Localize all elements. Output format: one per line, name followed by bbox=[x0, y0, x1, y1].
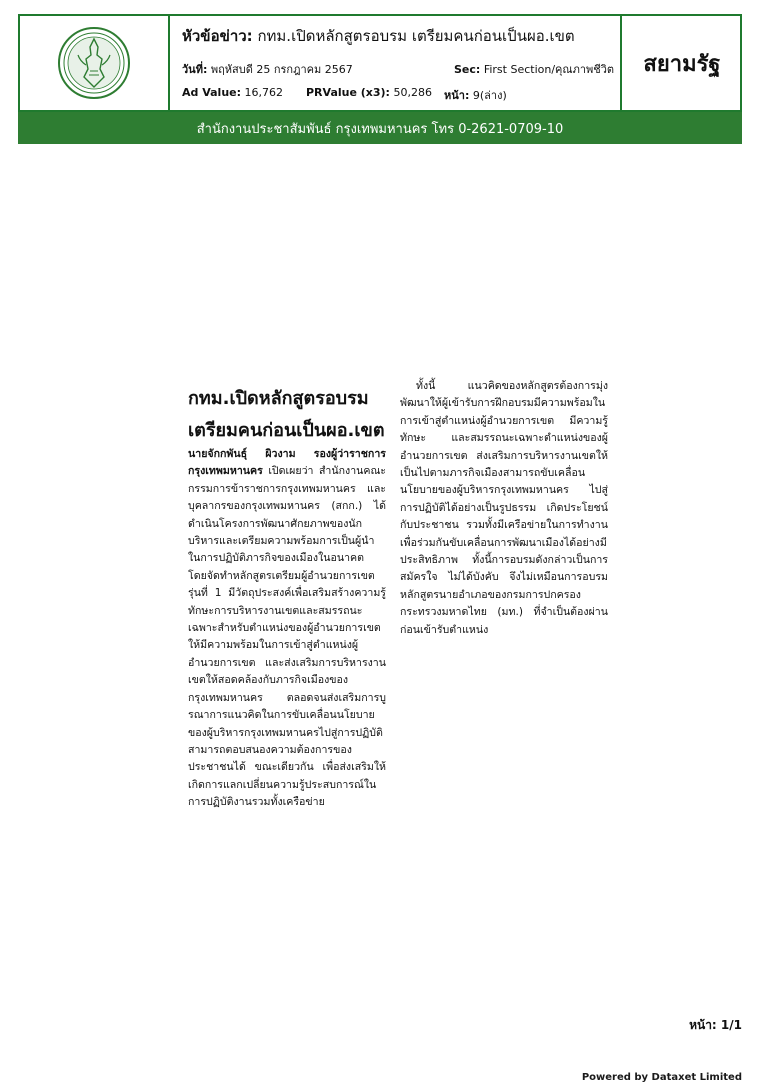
article-paragraph-2: ทั้งนี้ แนวคิดของหลักสูตรต้องการมุ่งพัฒนาให้ผู้เข้ารับการฝึกอบรมมีความพร้อมในการเข้าสู่ตำแหน่งผู้อำนวยการเขต มีความรู้ ทักษะ และสมรรถนะเฉพาะตำแหน่งของผู้อำนวยการเขต ส่งเสริมการบริหารงานเขตให้เป็นไปตามภารกิจเมืองสามารถขับเคลื่อนนโยบายของผู้บริหารกรุงเทพมหานคร ไปสู่การปฏิบัติได้อย่างเป็นรูปธรรม เกิดประโยชน์กับประชาชน รวมทั้งมีเครือข่ายในการทำงาน เพื่อร่วมกันขับเคลื่อนการพัฒนาเมืองได้อย่างมีประสิทธิภาพ ทั้งนี้การอบรมดังกล่าวเป็นการสมัครใจ ไม่ได้บังคับ จึงไม่เหมือนการอบรมหลักสูตรนายอำเภอของกรมการปกครอง กระทรวงมหาดไทย (มท.) ที่จำเป็นต้องผ่านก่อนเข้ารับตำแหน่ง bbox=[400, 380, 608, 636]
powered-by: Powered by Dataxet Limited bbox=[581, 1072, 742, 1083]
bma-emblem-icon bbox=[56, 25, 132, 101]
ad-value-label: Ad Value: bbox=[182, 86, 242, 99]
headline-label: หัวข้อข่าว: bbox=[182, 27, 253, 45]
page-label: หน้า: bbox=[444, 89, 470, 102]
newspaper-name: สยามรัฐ bbox=[643, 51, 721, 77]
headline-value: กทม.เปิดหลักสูตรอบรม เตรียมคนก่อนเป็นผอ.เขต bbox=[257, 27, 575, 45]
article-paragraph-1 bbox=[188, 446, 386, 812]
headline-row bbox=[182, 24, 575, 48]
newspaper-box bbox=[620, 16, 742, 110]
section-label: Sec: bbox=[454, 63, 481, 76]
section-field bbox=[454, 60, 614, 78]
pr-value: 50,286 bbox=[393, 86, 432, 99]
contact-banner bbox=[18, 112, 742, 144]
article-column-right bbox=[400, 378, 608, 639]
news-article bbox=[188, 378, 608, 838]
date-row bbox=[182, 60, 615, 78]
clipping-header bbox=[18, 14, 742, 112]
ad-value: 16,762 bbox=[244, 86, 284, 99]
article-headline-line2: เตรียมคนก่อนเป็นผอ.เขต bbox=[188, 420, 385, 441]
logo-box bbox=[20, 16, 170, 110]
date-value: พฤหัสบดี 25 กรกฎาคม 2567 bbox=[210, 63, 353, 76]
article-paragraph-1-text: เปิดเผยว่า สำนักงานคณะกรรมการข้าราชการกรุงเทพมหานคร และบุคลากรของกรุงเทพมหานคร (สกก.) ได้ดำเนินโครงการพัฒนาศักยภาพของนักบริหารและเตรียมความพร้อมการเป็นผู้นำในการปฏิบัติภารกิจของเมืองในอนาคต โดยจัดทำหลักสูตรเตรียมผู้อำนวยการเขต รุ่นที่ 1 มีวัตถุประสงค์เพื่อเสริมสร้างความรู้ ทักษะการบริหารงานเขตและสมรรถนะเฉพาะสำหรับตำแหน่งของผู้อำนวยการเขตให้มีความพร้อมในการเข้าสู่ตำแหน่งผู้อำนวยการเขต และส่งเสริมการบริหารงานเขตให้สอดคล้องกับภารกิจเมืองของกรุงเทพมหานคร ตลอดจนส่งเสริมการบูรณาการแนวคิดในการขับเคลื่อนนโยบายของผู้บริหารกรุงเทพมหานครไปสู่การปฏิบัติสามารถตอบสนองความต้องการของประชาชนได้ ขณะเดียวกัน เพื่อส่งเสริมให้เกิดการแลกเปลี่ยนความรู้ประสบการณ์ในการปฏิบัติงานรวมทั้งเครือข่าย bbox=[188, 465, 386, 809]
article-headline-line1: กทม.เปิดหลักสูตรอบรม bbox=[188, 388, 369, 409]
article-column-left bbox=[188, 378, 386, 812]
article-byline: นายจักกพันธุ์ ผิวงาม รองผู้ว่าราชการกรุงเทพมหานคร bbox=[188, 448, 386, 478]
page-indicator: หน้า: 1/1 bbox=[689, 1018, 742, 1032]
pr-value-label: PRValue (x3): bbox=[306, 86, 390, 99]
date-label: วันที่: bbox=[182, 63, 208, 76]
section-value: First Section/คุณภาพชีวิต bbox=[483, 63, 615, 76]
value-row bbox=[182, 86, 612, 102]
page-field bbox=[444, 86, 507, 104]
clipping-info bbox=[170, 16, 620, 110]
contact-banner-text: สำนักงานประชาสัมพันธ์ กรุงเทพมหานคร โทร 0-2621-0709-10 bbox=[196, 121, 564, 137]
pr-value-field bbox=[306, 86, 432, 99]
page-value: 9(ล่าง) bbox=[472, 89, 507, 102]
